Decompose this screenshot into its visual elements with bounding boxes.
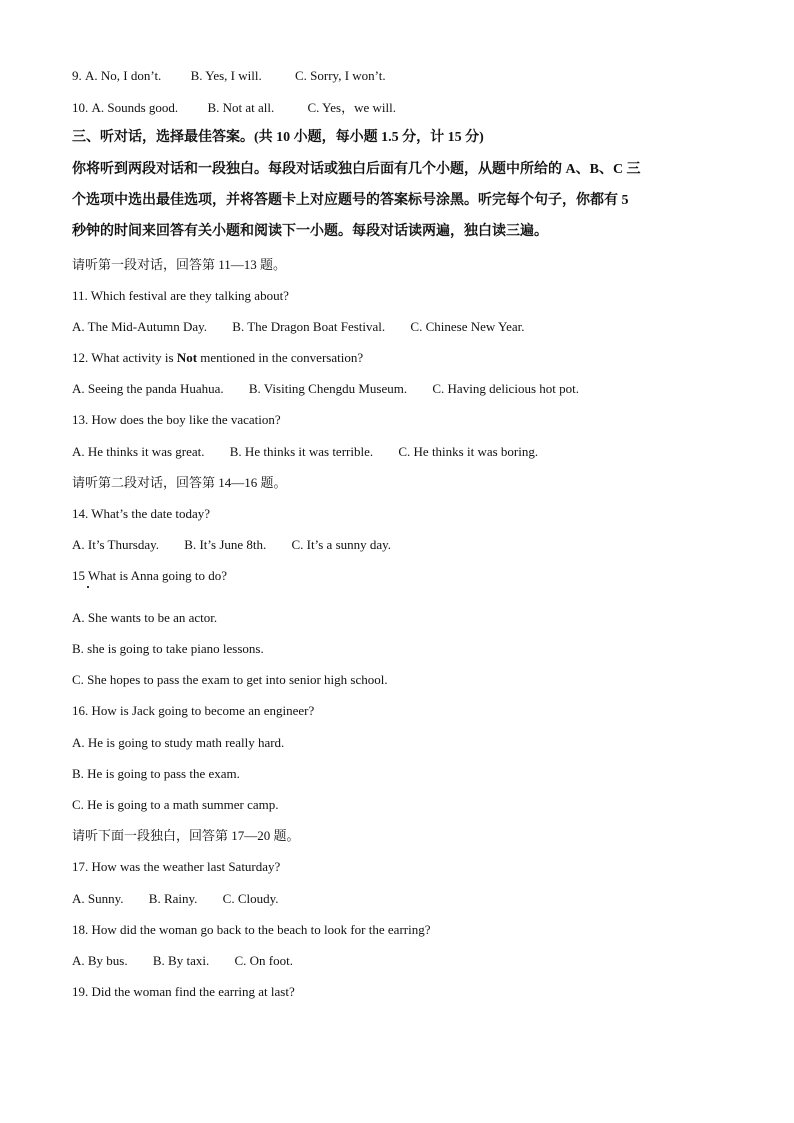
question-14-options [72,536,391,554]
listening-cue-3: 请听下面一段独白，回答第 17—20 题。 [72,828,300,843]
option-c: C. He thinks it was boring. [398,444,539,459]
option-c: C. Chinese New Year. [410,319,525,334]
question-9-options [72,67,386,85]
question-13-options [72,443,538,461]
question-14: 14. What’s the date today? [72,506,211,521]
question-15-option-c: C. She hopes to pass the exam to get into senior high school. [72,672,388,687]
question-16: 16. How is Jack going to become an engineer? [72,703,315,718]
section-instructions-line-2: 个选项中选出最佳选项，并将答题卡上对应题号的答案标号涂黑。听完每个句子，你都有 5 [72,193,629,208]
question-19: 19. Did the woman find the earring at last? [72,984,295,999]
option-c: C. On foot. [234,953,293,968]
question-12-options [72,380,579,398]
question-10-options [72,99,396,117]
question-15-option-b: B. she is going to take piano lessons. [72,641,264,656]
option-a: A. He thinks it was great. [72,444,205,459]
option-b: B. Visiting Chengdu Museum. [248,381,408,396]
option-b: B. Rainy. [148,891,198,906]
option-a: A. It’s Thursday. [72,537,160,552]
option-c: C. Sorry, I won’t. [294,68,386,83]
question-number: 9. [72,68,82,83]
question-17: 17. How was the weather last Saturday? [72,859,281,874]
option-c: C. It’s a sunny day. [291,537,392,552]
option-b: B. By taxi. [152,953,210,968]
question-number: 10. [72,100,89,115]
question-13: 13. How does the boy like the vacation? [72,412,281,427]
option-c: C. Yes，we will. [307,100,396,115]
question-17-options [72,890,279,908]
question-18: 18. How did the woman go back to the beach to look for the earring? [72,922,431,937]
option-a: A. Seeing the panda Huahua. [72,381,224,396]
question-text: 12. What activity is [72,350,177,365]
option-a: A. No, I don’t. [85,68,162,83]
question-15-option-a: A. She wants to be an actor. [72,610,218,625]
question-15: 15 What is Anna going to do? [72,568,228,583]
question-12 [72,349,363,367]
listening-cue-1: 请听第一段对话，回答第 11—13 题。 [72,257,287,272]
section-title: 三、听对话，选择最佳答案。(共 10 小题，每小题 1.5 分，计 15 分) [72,130,484,145]
question-11: 11. Which festival are they talking about? [72,288,289,303]
option-a: A. Sounds good. [91,100,179,115]
question-text-tail: mentioned in the conversation? [197,350,364,365]
option-b: B. He thinks it was terrible. [229,444,374,459]
option-a: A. The Mid-Autumn Day. [72,319,208,334]
question-16-option-b: B. He is going to pass the exam. [72,766,240,781]
question-16-option-c: C. He is going to a math summer camp. [72,797,279,812]
question-16-option-a: A. He is going to study math really hard. [72,735,285,750]
option-b: B. The Dragon Boat Festival. [232,319,386,334]
option-b: B. Yes, I will. [190,68,262,83]
question-11-options [72,318,525,336]
option-b: B. Not at all. [207,100,275,115]
stray-dot [87,586,89,588]
section-instructions-line-1: 你将听到两段对话和一段独白。每段对话或独白后面有几个小题，从题中所给的 A、B、C 三 [72,162,641,177]
question-18-options [72,952,293,970]
option-a: A. By bus. [72,953,128,968]
option-c: C. Having delicious hot pot. [432,381,579,396]
option-a: A. Sunny. [72,891,124,906]
emphasis-not: Not [176,350,198,365]
listening-cue-2: 请听第二段对话，回答第 14—16 题。 [72,475,287,490]
option-c: C. Cloudy. [222,891,279,906]
option-b: B. It’s June 8th. [184,537,267,552]
section-instructions-line-3: 秒钟的时间来回答有关小题和阅读下一小题。每段对话读两遍，独白读三遍。 [72,224,548,239]
